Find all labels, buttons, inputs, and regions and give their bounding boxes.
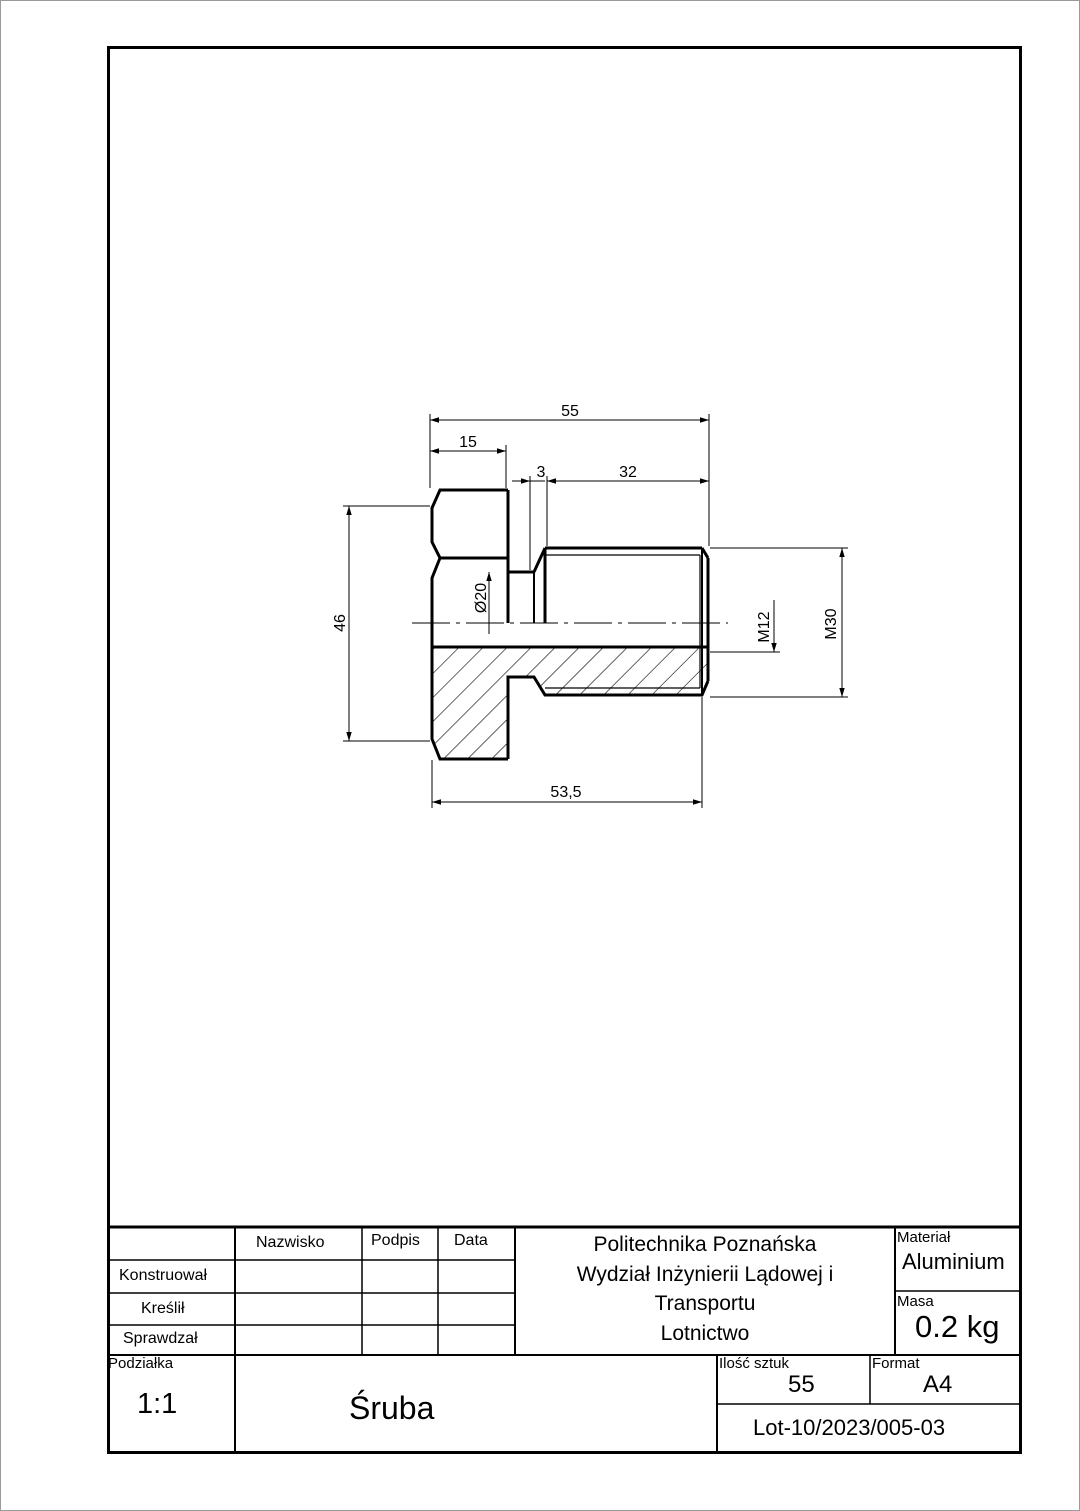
scale-label: Podziałka [108,1355,174,1372]
scale-value: 1:1 [137,1388,178,1420]
material-label: Materiał [897,1229,951,1246]
dim-head-length: 15 [459,434,477,451]
institution-name [515,1230,895,1348]
dim-thread-length: 32 [619,464,637,481]
dim-total-length: 53,5 [550,784,582,801]
dim-groove-width: 3 [536,464,546,481]
institution-line-2: Wydział Inżynierii Lądowej i [576,1262,834,1286]
row-checked: Sprawdzał [123,1330,198,1347]
dimensions [343,414,848,808]
bolt-section-view [412,490,728,759]
header-signature: Podpis [371,1232,420,1249]
quantity-value: 55 [788,1371,815,1398]
mass-value: 0.2 kg [915,1309,1000,1344]
dim-thread-major: M30 [823,608,840,640]
dim-groove-diameter: Ø20 [473,582,490,614]
dim-overall-length: 55 [561,403,579,420]
quantity-label: Ilość sztuk [719,1355,790,1372]
format-value: A4 [923,1371,953,1398]
header-name: Nazwisko [256,1234,325,1251]
drawing-number: Lot-10/2023/005-03 [753,1415,946,1440]
institution-line-1: Politechnika Poznańska [593,1233,817,1256]
dim-head-height: 46 [332,614,349,632]
institution-line-3: Transportu [654,1292,756,1315]
header-date: Data [454,1232,488,1249]
row-designed: Konstruował [119,1267,208,1284]
dim-thread-minor: M12 [756,611,773,643]
material-value: Aluminium [902,1249,1005,1274]
section-hatch [432,647,708,759]
row-drawn: Kreślił [141,1300,185,1317]
part-name: Śruba [349,1390,435,1426]
mass-label: Masa [897,1293,934,1310]
format-label: Format [872,1355,920,1372]
institution-line-4: Lotnictwo [660,1321,750,1345]
